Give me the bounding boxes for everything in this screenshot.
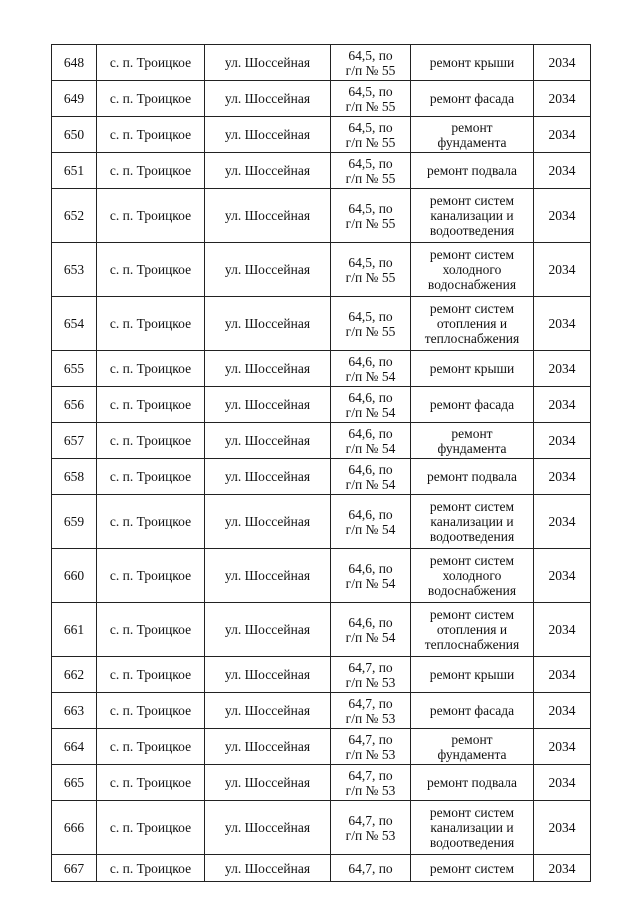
work-type-cell-line: водоснабжения	[427, 277, 517, 292]
settlement-cell: с. п. Троицкое	[97, 855, 205, 882]
street-cell: ул. Шоссейная	[205, 387, 331, 423]
house-number-cell	[331, 297, 411, 351]
year-cell: 2034	[534, 387, 591, 423]
house-number-cell	[331, 117, 411, 153]
street-cell: ул. Шоссейная	[205, 765, 331, 801]
house-number-cell-line: г/п № 54	[345, 368, 396, 384]
house-number-cell-line: г/п № 55	[345, 215, 396, 231]
year-cell: 2034	[534, 549, 591, 603]
settlement-cell: с. п. Троицкое	[97, 45, 205, 81]
year-cell: 2034	[534, 45, 591, 81]
settlement-cell: с. п. Троицкое	[97, 243, 205, 297]
work-type-cell	[411, 729, 534, 765]
row-number-cell: 654	[52, 297, 97, 351]
house-number-cell	[331, 81, 411, 117]
work-type-cell-line: ремонт крыши	[429, 361, 515, 376]
year-cell: 2034	[534, 729, 591, 765]
house-number-cell-line: 64,5, по	[348, 254, 393, 270]
house-number-cell-line: г/п № 53	[345, 782, 396, 798]
house-number-cell-line: г/п № 53	[345, 827, 396, 843]
house-number-cell	[331, 387, 411, 423]
work-type-cell	[411, 657, 534, 693]
street-cell: ул. Шоссейная	[205, 45, 331, 81]
house-number-cell-line: 64,6, по	[348, 614, 393, 630]
row-number-cell: 650	[52, 117, 97, 153]
year-cell: 2034	[534, 495, 591, 549]
street-cell: ул. Шоссейная	[205, 549, 331, 603]
table-body	[52, 45, 591, 882]
house-number-cell	[331, 495, 411, 549]
year-cell: 2034	[534, 297, 591, 351]
work-type-cell-line: холодного	[442, 568, 502, 583]
work-type-cell-line: ремонт фасада	[429, 703, 515, 718]
house-number-cell-line: г/п № 55	[345, 170, 396, 186]
settlement-cell: с. п. Троицкое	[97, 657, 205, 693]
house-number-cell-line: 64,5, по	[348, 83, 393, 99]
table-row	[52, 81, 591, 117]
table-row	[52, 387, 591, 423]
table-row	[52, 189, 591, 243]
row-number-cell: 658	[52, 459, 97, 495]
work-type-cell-line: ремонт подвала	[426, 775, 518, 790]
street-cell: ул. Шоссейная	[205, 153, 331, 189]
house-number-cell	[331, 801, 411, 855]
house-number-cell	[331, 153, 411, 189]
work-type-cell-line: теплоснабжения	[424, 637, 520, 652]
work-type-cell-line: канализации и	[430, 208, 514, 223]
house-number-cell	[331, 351, 411, 387]
work-type-cell	[411, 387, 534, 423]
street-cell: ул. Шоссейная	[205, 459, 331, 495]
table-row	[52, 549, 591, 603]
year-cell: 2034	[534, 693, 591, 729]
house-number-cell-line: 64,6, по	[348, 425, 393, 441]
work-type-cell-line: ремонт	[451, 119, 493, 135]
row-number-cell: 648	[52, 45, 97, 81]
table-row	[52, 243, 591, 297]
repair-schedule-table	[51, 44, 591, 882]
work-type-cell	[411, 549, 534, 603]
street-cell: ул. Шоссейная	[205, 729, 331, 765]
work-type-cell-line: ремонт крыши	[429, 55, 515, 70]
house-number-cell-line: г/п № 53	[345, 746, 396, 762]
street-cell: ул. Шоссейная	[205, 117, 331, 153]
settlement-cell: с. п. Троицкое	[97, 603, 205, 657]
table-row	[52, 495, 591, 549]
work-type-cell-line: фундамента	[437, 134, 507, 150]
house-number-cell	[331, 765, 411, 801]
settlement-cell: с. п. Троицкое	[97, 765, 205, 801]
street-cell: ул. Шоссейная	[205, 81, 331, 117]
work-type-cell	[411, 189, 534, 243]
year-cell: 2034	[534, 423, 591, 459]
street-cell: ул. Шоссейная	[205, 855, 331, 882]
work-type-cell-line: канализации и	[430, 820, 514, 835]
year-cell: 2034	[534, 657, 591, 693]
settlement-cell: с. п. Троицкое	[97, 117, 205, 153]
house-number-cell-line: г/п № 54	[345, 440, 396, 456]
table-row	[52, 117, 591, 153]
row-number-cell: 657	[52, 423, 97, 459]
work-type-cell	[411, 603, 534, 657]
house-number-cell-line: 64,5, по	[348, 47, 393, 63]
house-number-cell-line: г/п № 54	[345, 476, 396, 492]
row-number-cell: 664	[52, 729, 97, 765]
street-cell: ул. Шоссейная	[205, 603, 331, 657]
row-number-cell: 655	[52, 351, 97, 387]
work-type-cell-line: водоотведения	[429, 223, 515, 238]
house-number-cell	[331, 603, 411, 657]
house-number-cell	[331, 423, 411, 459]
house-number-cell-line: г/п № 54	[345, 575, 396, 591]
house-number-cell-line: 64,6, по	[348, 560, 393, 576]
settlement-cell: с. п. Троицкое	[97, 495, 205, 549]
work-type-cell	[411, 855, 534, 882]
work-type-cell-line: ремонт подвала	[426, 163, 518, 178]
house-number-cell-line: 64,7, по	[348, 731, 393, 747]
row-number-cell: 656	[52, 387, 97, 423]
table-row	[52, 423, 591, 459]
work-type-cell-line: водоснабжения	[427, 583, 517, 598]
year-cell: 2034	[534, 81, 591, 117]
work-type-cell-line: ремонт	[451, 731, 493, 747]
row-number-cell: 659	[52, 495, 97, 549]
house-number-cell-line: 64,7, по	[348, 695, 393, 711]
table-row	[52, 693, 591, 729]
work-type-cell-line: ремонт систем	[429, 193, 515, 208]
year-cell: 2034	[534, 189, 591, 243]
table-row	[52, 351, 591, 387]
house-number-cell-line: г/п № 54	[345, 521, 396, 537]
street-cell: ул. Шоссейная	[205, 801, 331, 855]
year-cell: 2034	[534, 351, 591, 387]
table-row	[52, 153, 591, 189]
year-cell: 2034	[534, 855, 591, 882]
table-row	[52, 45, 591, 81]
street-cell: ул. Шоссейная	[205, 243, 331, 297]
settlement-cell: с. п. Троицкое	[97, 189, 205, 243]
row-number-cell: 665	[52, 765, 97, 801]
house-number-cell-line: г/п № 55	[345, 323, 396, 339]
house-number-cell	[331, 243, 411, 297]
work-type-cell-line: фундамента	[437, 746, 507, 762]
work-type-cell-line: водоотведения	[429, 835, 515, 850]
year-cell: 2034	[534, 765, 591, 801]
work-type-cell-line: ремонт систем	[429, 607, 515, 622]
house-number-cell-line: 64,5, по	[348, 308, 393, 324]
row-number-cell: 663	[52, 693, 97, 729]
street-cell: ул. Шоссейная	[205, 657, 331, 693]
house-number-cell-line: 64,6, по	[348, 461, 393, 477]
table-row	[52, 765, 591, 801]
work-type-cell-line: холодного	[442, 262, 502, 277]
row-number-cell: 666	[52, 801, 97, 855]
house-number-cell-line: 64,6, по	[348, 353, 393, 369]
settlement-cell: с. п. Троицкое	[97, 423, 205, 459]
work-type-cell-line: ремонт фасада	[429, 397, 515, 412]
house-number-cell-line: г/п № 54	[345, 629, 396, 645]
row-number-cell: 661	[52, 603, 97, 657]
row-number-cell: 649	[52, 81, 97, 117]
street-cell: ул. Шоссейная	[205, 423, 331, 459]
year-cell: 2034	[534, 801, 591, 855]
work-type-cell-line: ремонт систем	[429, 247, 515, 262]
settlement-cell: с. п. Троицкое	[97, 297, 205, 351]
year-cell: 2034	[534, 243, 591, 297]
work-type-cell	[411, 81, 534, 117]
house-number-cell	[331, 855, 411, 882]
work-type-cell	[411, 423, 534, 459]
street-cell: ул. Шоссейная	[205, 693, 331, 729]
settlement-cell: с. п. Троицкое	[97, 693, 205, 729]
settlement-cell: с. п. Троицкое	[97, 801, 205, 855]
work-type-cell-line: ремонт систем	[429, 805, 515, 820]
work-type-cell	[411, 495, 534, 549]
table-row	[52, 729, 591, 765]
table-row	[52, 603, 591, 657]
house-number-cell-line: 64,7, по	[348, 860, 393, 876]
row-number-cell: 651	[52, 153, 97, 189]
work-type-cell	[411, 351, 534, 387]
work-type-cell	[411, 243, 534, 297]
work-type-cell-line: ремонт систем	[429, 553, 515, 568]
row-number-cell: 652	[52, 189, 97, 243]
work-type-cell	[411, 117, 534, 153]
work-type-cell-line: ремонт систем	[429, 499, 515, 514]
work-type-cell	[411, 459, 534, 495]
table-row	[52, 657, 591, 693]
work-type-cell-line: ремонт крыши	[429, 667, 515, 682]
table-row	[52, 297, 591, 351]
work-type-cell-line: фундамента	[437, 440, 507, 456]
work-type-cell-line: ремонт подвала	[426, 469, 518, 484]
settlement-cell: с. п. Троицкое	[97, 729, 205, 765]
house-number-cell-line: г/п № 54	[345, 404, 396, 420]
house-number-cell-line: 64,7, по	[348, 659, 393, 675]
street-cell: ул. Шоссейная	[205, 495, 331, 549]
settlement-cell: с. п. Троицкое	[97, 351, 205, 387]
house-number-cell	[331, 189, 411, 243]
work-type-cell-line: ремонт систем	[429, 860, 515, 876]
work-type-cell	[411, 45, 534, 81]
work-type-cell-line: ремонт систем	[429, 301, 515, 316]
work-type-cell	[411, 765, 534, 801]
table-row	[52, 855, 591, 882]
street-cell: ул. Шоссейная	[205, 351, 331, 387]
street-cell: ул. Шоссейная	[205, 297, 331, 351]
settlement-cell: с. п. Троицкое	[97, 459, 205, 495]
year-cell: 2034	[534, 117, 591, 153]
house-number-cell-line: г/п № 53	[345, 674, 396, 690]
year-cell: 2034	[534, 603, 591, 657]
settlement-cell: с. п. Троицкое	[97, 81, 205, 117]
work-type-cell	[411, 153, 534, 189]
year-cell: 2034	[534, 459, 591, 495]
table-row	[52, 459, 591, 495]
year-cell: 2034	[534, 153, 591, 189]
row-number-cell: 653	[52, 243, 97, 297]
row-number-cell: 662	[52, 657, 97, 693]
house-number-cell	[331, 729, 411, 765]
work-type-cell-line: канализации и	[430, 514, 514, 529]
house-number-cell-line: г/п № 55	[345, 62, 396, 78]
house-number-cell-line: г/п № 55	[345, 134, 396, 150]
house-number-cell-line: г/п № 53	[345, 710, 396, 726]
row-number-cell: 667	[52, 855, 97, 882]
house-number-cell	[331, 45, 411, 81]
settlement-cell: с. п. Троицкое	[97, 153, 205, 189]
settlement-cell: с. п. Троицкое	[97, 387, 205, 423]
row-number-cell: 660	[52, 549, 97, 603]
house-number-cell-line: 64,5, по	[348, 119, 393, 135]
work-type-cell-line: теплоснабжения	[424, 331, 520, 346]
table-row	[52, 801, 591, 855]
work-type-cell-line: отопления и	[436, 622, 508, 637]
work-type-cell	[411, 297, 534, 351]
work-type-cell	[411, 693, 534, 729]
work-type-cell-line: отопления и	[436, 316, 508, 331]
house-number-cell-line: 64,6, по	[348, 506, 393, 522]
work-type-cell-line: ремонт фасада	[429, 91, 515, 106]
house-number-cell-line: 64,5, по	[348, 200, 393, 216]
house-number-cell	[331, 693, 411, 729]
settlement-cell: с. п. Троицкое	[97, 549, 205, 603]
work-type-cell-line: ремонт	[451, 425, 493, 441]
house-number-cell-line: г/п № 55	[345, 98, 396, 114]
house-number-cell-line: 64,7, по	[348, 812, 393, 828]
house-number-cell-line: 64,6, по	[348, 389, 393, 405]
house-number-cell	[331, 657, 411, 693]
work-type-cell	[411, 801, 534, 855]
house-number-cell	[331, 459, 411, 495]
house-number-cell-line: 64,5, по	[348, 155, 393, 171]
house-number-cell-line: 64,7, по	[348, 767, 393, 783]
street-cell: ул. Шоссейная	[205, 189, 331, 243]
work-type-cell-line: водоотведения	[429, 529, 515, 544]
house-number-cell-line: г/п № 55	[345, 269, 396, 285]
house-number-cell	[331, 549, 411, 603]
